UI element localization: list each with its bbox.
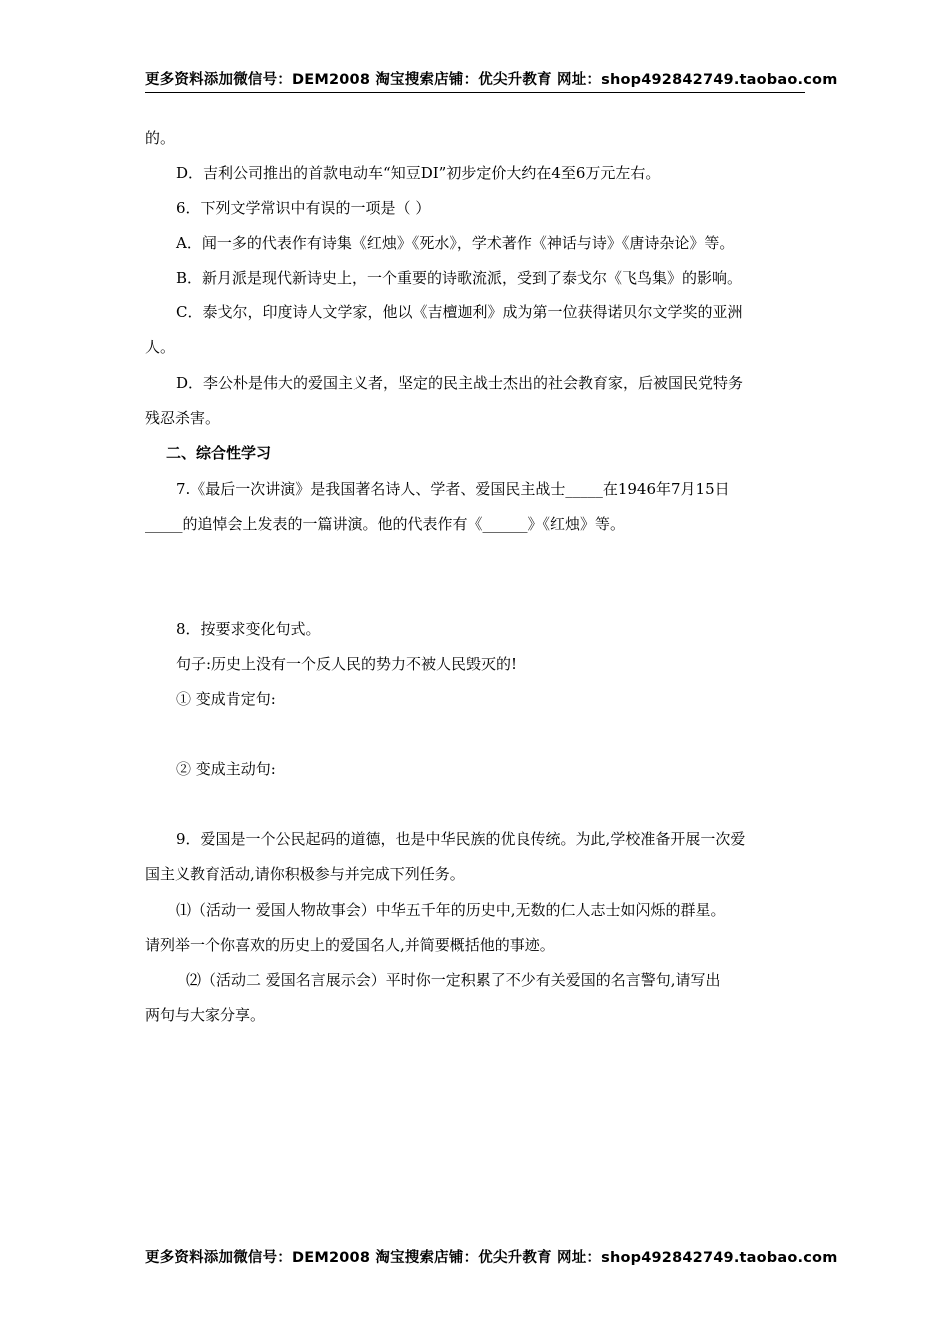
option-b-q6: B．新月派是现代新诗史上，一个重要的诗歌流派，受到了泰戈尔《飞鸟集》的影响。 bbox=[176, 269, 743, 287]
question-7: 7.《最后一次讲演》是我国著名诗人、学者、爱国民主战士_____在1946年7月15日 bbox=[176, 480, 730, 498]
text-line: _____的追悼会上发表的一篇讲演。他的代表作有《______》《红烛》等。 bbox=[145, 515, 626, 533]
activity-2: ⑵（活动二 爱国名言展示会）平时你一定积累了不少有关爱国的名言警句,请写出 bbox=[186, 971, 721, 989]
text-line: 的。 bbox=[145, 129, 176, 147]
text-line: 残忍杀害。 bbox=[145, 409, 221, 427]
option-a-q6: A．闻一多的代表作有诗集《红烛》《死水》，学术著作《神话与诗》《唐诗杂论》等。 bbox=[176, 234, 735, 252]
question-8: 8．按要求变化句式。 bbox=[176, 620, 321, 638]
text-line: 两句与大家分享。 bbox=[145, 1006, 266, 1024]
task-active-voice: ② 变成主动句: bbox=[176, 760, 276, 778]
text-line: 国主义教育活动,请你积极参与并完成下列任务。 bbox=[145, 865, 465, 883]
question-9: 9．爱国是一个公民起码的道德，也是中华民族的优良传统。为此,学校准备开展一次爱 bbox=[176, 830, 746, 848]
option-c-q6: C．泰戈尔，印度诗人文学家，他以《吉檀迦利》成为第一位获得诺贝尔文学奖的亚洲 bbox=[176, 303, 743, 321]
sentence: 句子:历史上没有一个反人民的势力不被人民毁灭的! bbox=[176, 655, 518, 673]
task-affirmative: ① 变成肯定句: bbox=[176, 690, 276, 708]
text-line: 请列举一个你喜欢的历史上的爱国名人,并简要概括他的事迹。 bbox=[145, 936, 555, 954]
question-6: 6．下列文学常识中有误的一项是（ ） bbox=[176, 199, 431, 217]
text-line: 人。 bbox=[145, 338, 176, 356]
activity-1: ⑴（活动一 爱国人物故事会）中华五千年的历史中,无数的仁人志士如闪烁的群星。 bbox=[176, 901, 726, 919]
page-header: 更多资料添加微信号：DEM2008 淘宝搜索店铺：优尖升教育 网址：shop492842749.taobao.com bbox=[145, 68, 805, 93]
option-d-q6: D．李公朴是伟大的爱国主义者，坚定的民主战士杰出的社会教育家，后被国民党特务 bbox=[176, 374, 744, 392]
section-heading: 二、综合性学习 bbox=[166, 444, 272, 462]
option-d-q5: D．吉利公司推出的首款电动车“知豆DI”初步定价大约在4至6万元左右。 bbox=[176, 164, 661, 182]
page-footer: 更多资料添加微信号：DEM2008 淘宝搜索店铺：优尖升教育 网址：shop492842749.taobao.com bbox=[145, 1250, 838, 1266]
